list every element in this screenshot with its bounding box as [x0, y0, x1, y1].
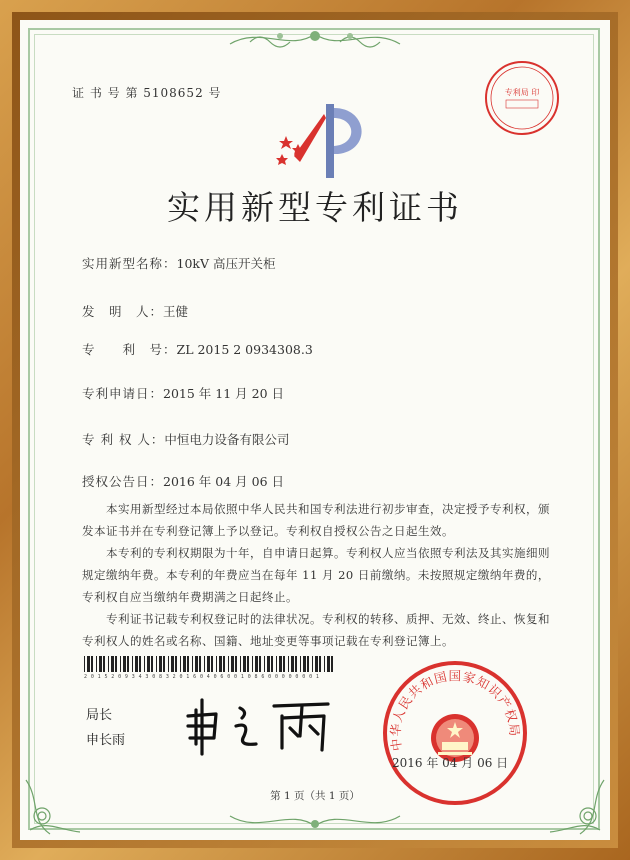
barcode-icon	[84, 656, 334, 672]
bottom-ornament-icon	[220, 808, 410, 836]
field-patentee	[82, 430, 289, 448]
field-value: 中恒电力设备有限公司	[164, 432, 290, 447]
barcode-digits: 2 0 1 5 2 0 9 3 4 3 0 8 3 2 0 1 6 0 4 0 6 0 0 1 0 8 6 0 0 0 0 0 0 0 1	[84, 674, 320, 680]
field-value: 10kV 高压开关柜	[176, 256, 276, 271]
field-label: 实用新型名称：	[82, 256, 177, 271]
field-inventor	[82, 302, 188, 320]
field-application-date	[82, 384, 284, 402]
certificate-number: 证 书 号 第 5108652 号	[72, 86, 222, 100]
corner-ornament-icon	[540, 770, 610, 840]
field-label: 发 明 人：	[82, 304, 164, 319]
field-value: 2016 年 04 月 06 日	[163, 474, 285, 489]
page-number: 第 1 页（共 1 页）	[270, 790, 360, 802]
field-patent-number	[82, 340, 313, 358]
field-label: 专利申请日：	[82, 386, 164, 401]
issue-date: 2016 年 04 月 06 日	[392, 756, 509, 770]
paragraph-grant-statement: 本实用新型经过本局依照中华人民共和国专利法进行初步审查，决定授予专利权，颁发本证书并在专利登记簿上予以登记。专利权自授权公告之日起生效。	[82, 502, 550, 538]
paragraph-legal-status: 专利证书记载专利权登记时的法律状况。专利权的转移、质押、无效、终止、恢复和专利权人的姓名或名称、国籍、地址变更等事项记载在专利登记簿上。	[82, 612, 550, 648]
field-value: ZL 2015 2 0934308.3	[176, 342, 313, 357]
seal-big-text: 中华人民共和国国家知识产权局	[387, 668, 523, 752]
field-value: 2015 年 11 月 20 日	[163, 386, 285, 401]
director-signature-icon	[178, 688, 338, 758]
top-ornament-icon	[220, 24, 410, 52]
field-grant-date	[82, 472, 284, 490]
director-name: 申长雨	[86, 733, 126, 748]
field-utility-model-name	[82, 254, 276, 272]
national-ip-office-seal-icon	[382, 660, 528, 806]
director-title: 局长	[86, 708, 113, 723]
cnipa-logo-icon	[264, 96, 384, 186]
field-label: 授权公告日：	[82, 474, 164, 489]
paragraph-term-statement: 本专利的专利权期限为十年，自申请日起算。专利权人应当依照专利法及其实施细则规定缴纳年费。本专利的年费应当在每年 11 月 20 日前缴纳。未按照规定缴纳年费的，专利权自应当缴纳年费期满之日起终止。	[82, 546, 550, 604]
field-label: 专 利 权 人：	[82, 432, 165, 447]
certificate-title: 实用新型专利证书	[167, 188, 463, 227]
corner-ornament-icon	[20, 770, 90, 840]
field-label: 专 利 号：	[82, 342, 177, 357]
patent-office-seal-small-icon	[482, 58, 562, 138]
certificate-paper	[20, 20, 610, 840]
field-value: 王健	[163, 304, 189, 319]
seal-small-text: 专利局 印	[504, 88, 540, 97]
